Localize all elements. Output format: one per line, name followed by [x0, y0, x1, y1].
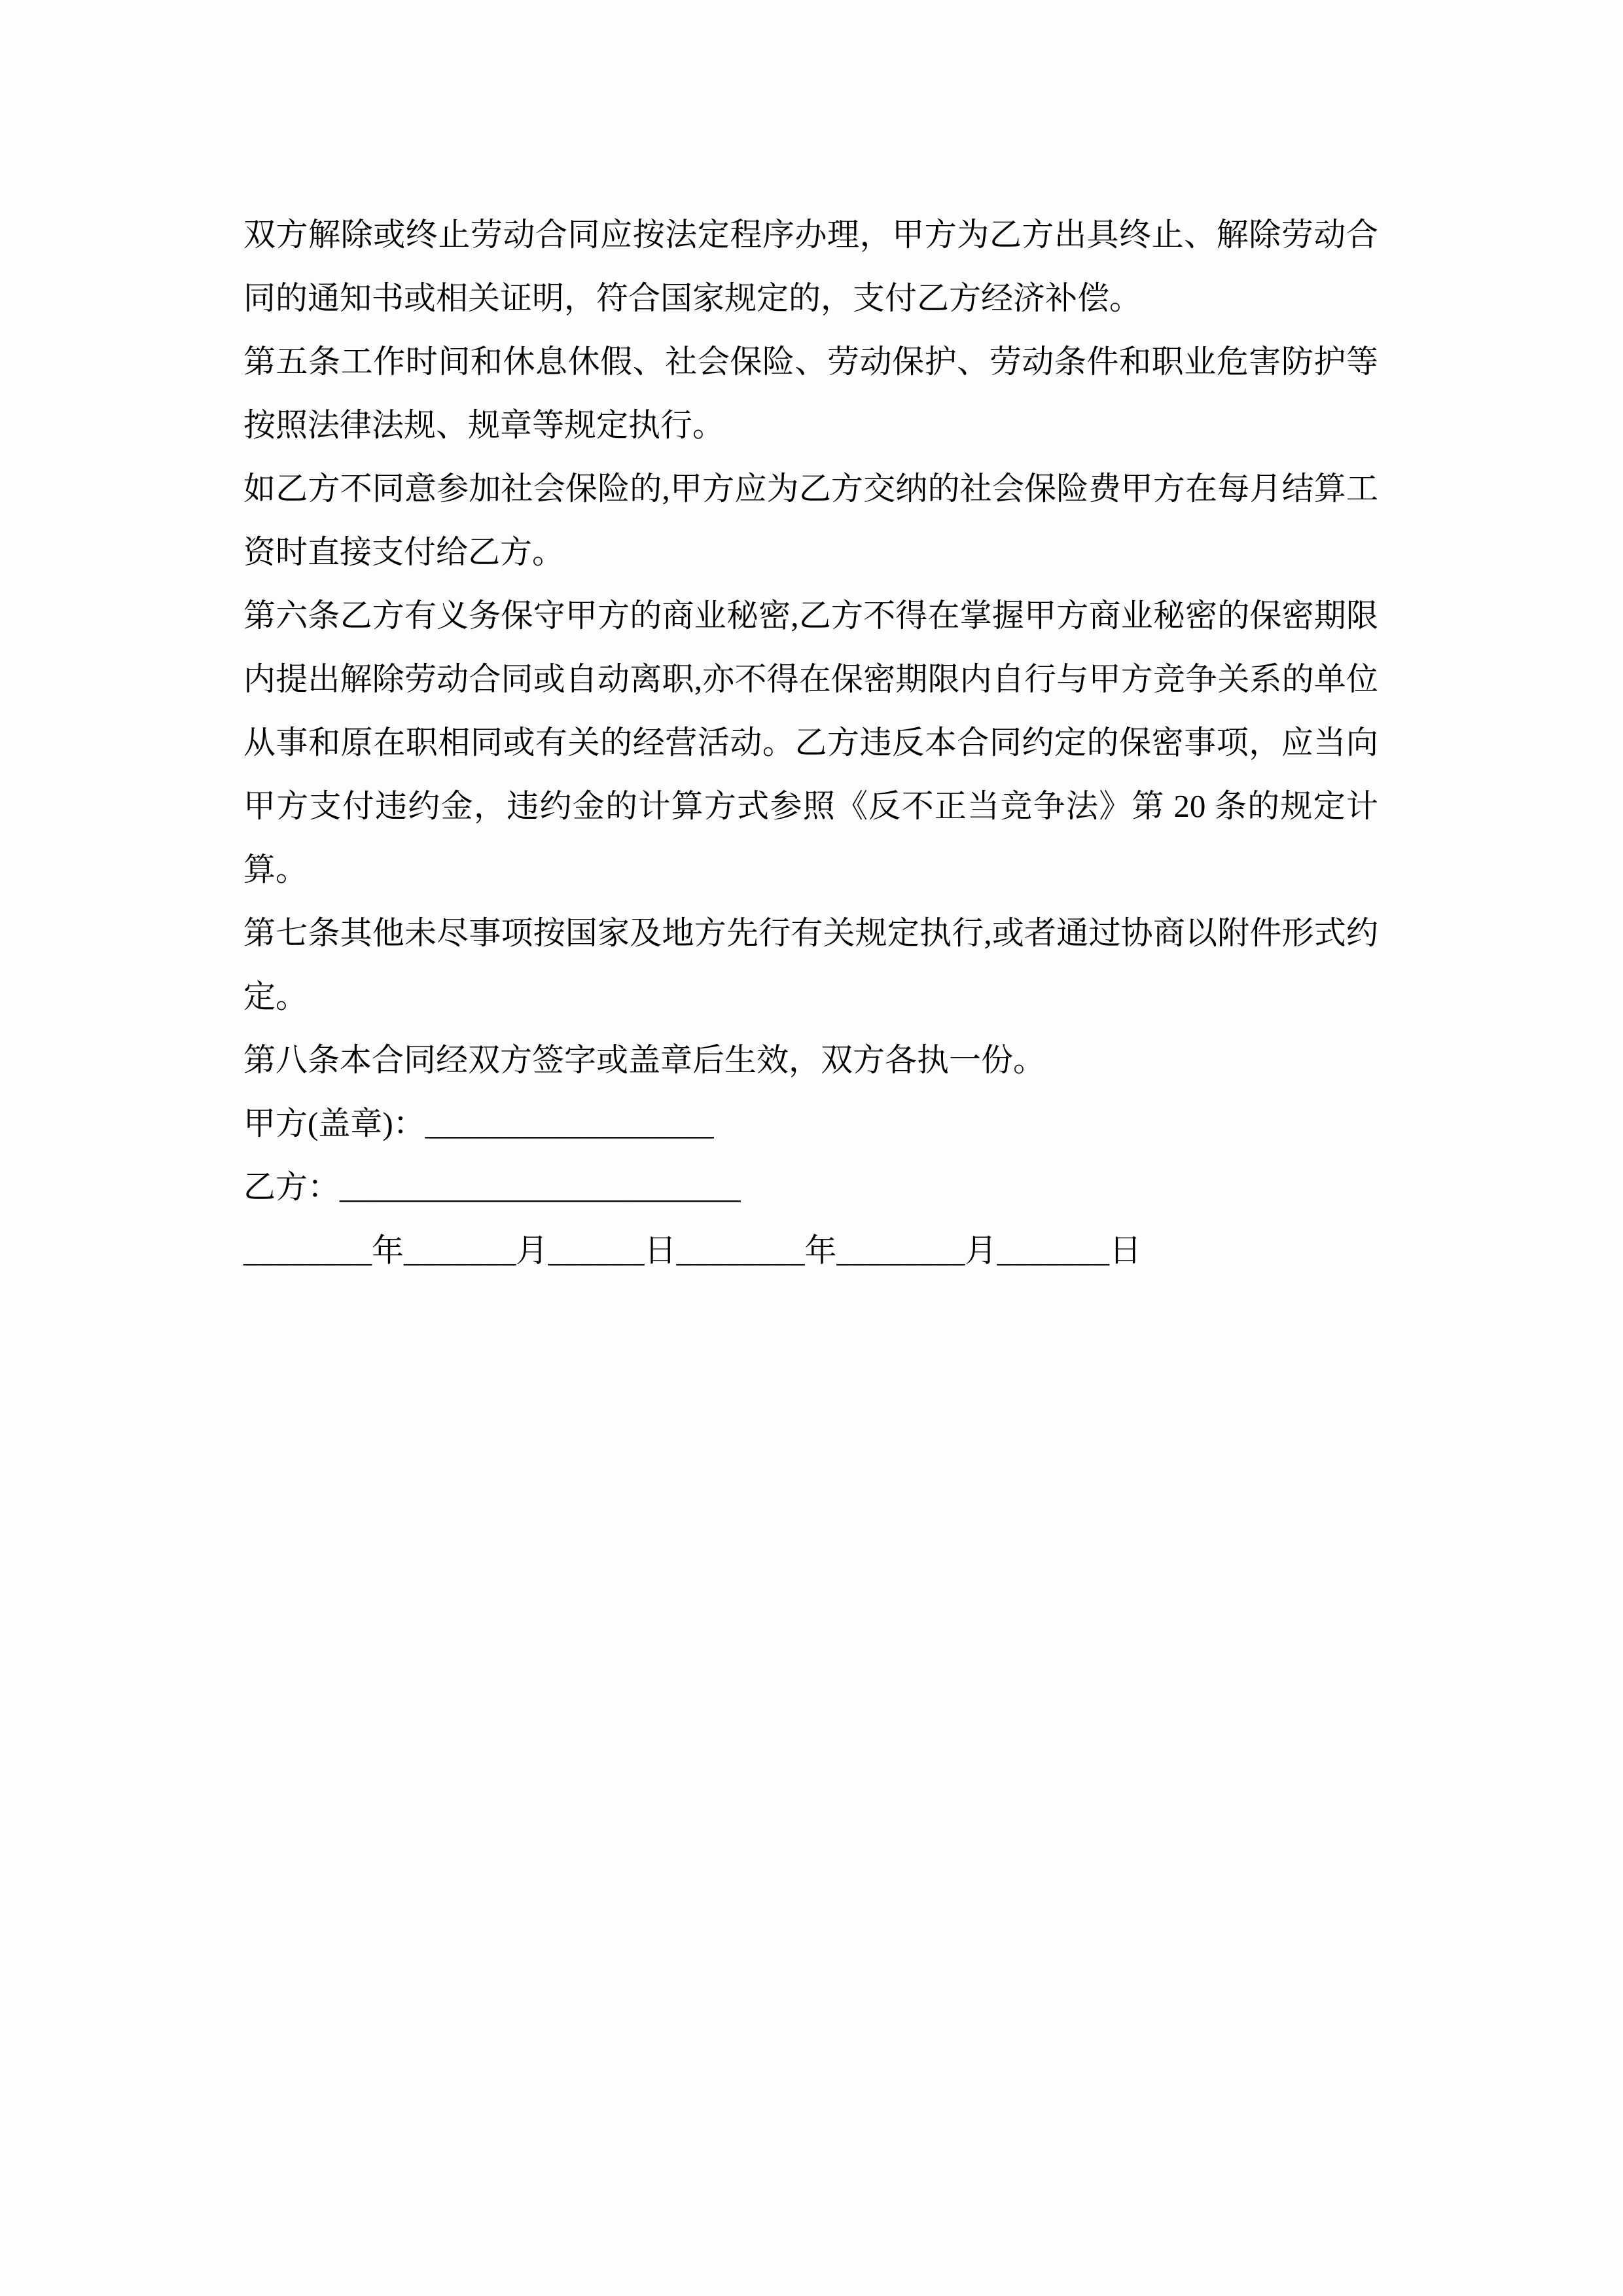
clause-7-miscellaneous-paragraph: 第七条其他未尽事项按国家及地方先行有关规定执行,或者通过协商以附件形式约定。 — [243, 915, 1378, 1014]
party-a-label: 甲方(盖章)： — [243, 1105, 425, 1141]
clause-termination-procedure-paragraph: 双方解除或终止劳动合同应按法定程序办理，甲方为乙方出具终止、解除劳动合同的通知书或相关证明，符合国家规定的，支付乙方经济补偿。 — [243, 217, 1378, 316]
party-a-signature-row — [243, 1092, 1378, 1155]
party-a-signature-blank: __________________ — [425, 1105, 714, 1141]
clause-8-effectiveness-paragraph: 第八条本合同经双方签字或盖章后生效，双方各执一份。 — [243, 1042, 1046, 1078]
party-b-label: 乙方： — [243, 1169, 340, 1205]
date-row — [243, 1219, 1378, 1282]
date-blank-line: ________年_______月______日________年________月_______日 — [243, 1232, 1141, 1268]
clause-5-working-hours-paragraph: 第五条工作时间和休息休假、社会保险、劳动保护、劳动条件和职业危害防护等按照法律法规、规章等规定执行。 — [243, 344, 1378, 443]
party-b-signature-blank: _________________________ — [340, 1169, 741, 1205]
clause-social-insurance-option-paragraph: 如乙方不同意参加社会保险的,甲方应为乙方交纳的社会保险费甲方在每月结算工资时直接支付给乙方。 — [243, 471, 1378, 570]
party-b-signature-row — [243, 1155, 1378, 1219]
contract-body — [243, 203, 1378, 1282]
clause-6-confidentiality-paragraph: 第六条乙方有义务保守甲方的商业秘密,乙方不得在掌握甲方商业秘密的保密期限内提出解除劳动合同或自动离职,亦不得在保密期限内自行与甲方竞争关系的单位从事和原在职相同或有关的经营活动。乙方违反本合同约定的保密事项，应当向甲方支付违约金，违约金的计算方式参照《反不正当竞争法》第 20 条的规定计算。 — [243, 598, 1378, 888]
